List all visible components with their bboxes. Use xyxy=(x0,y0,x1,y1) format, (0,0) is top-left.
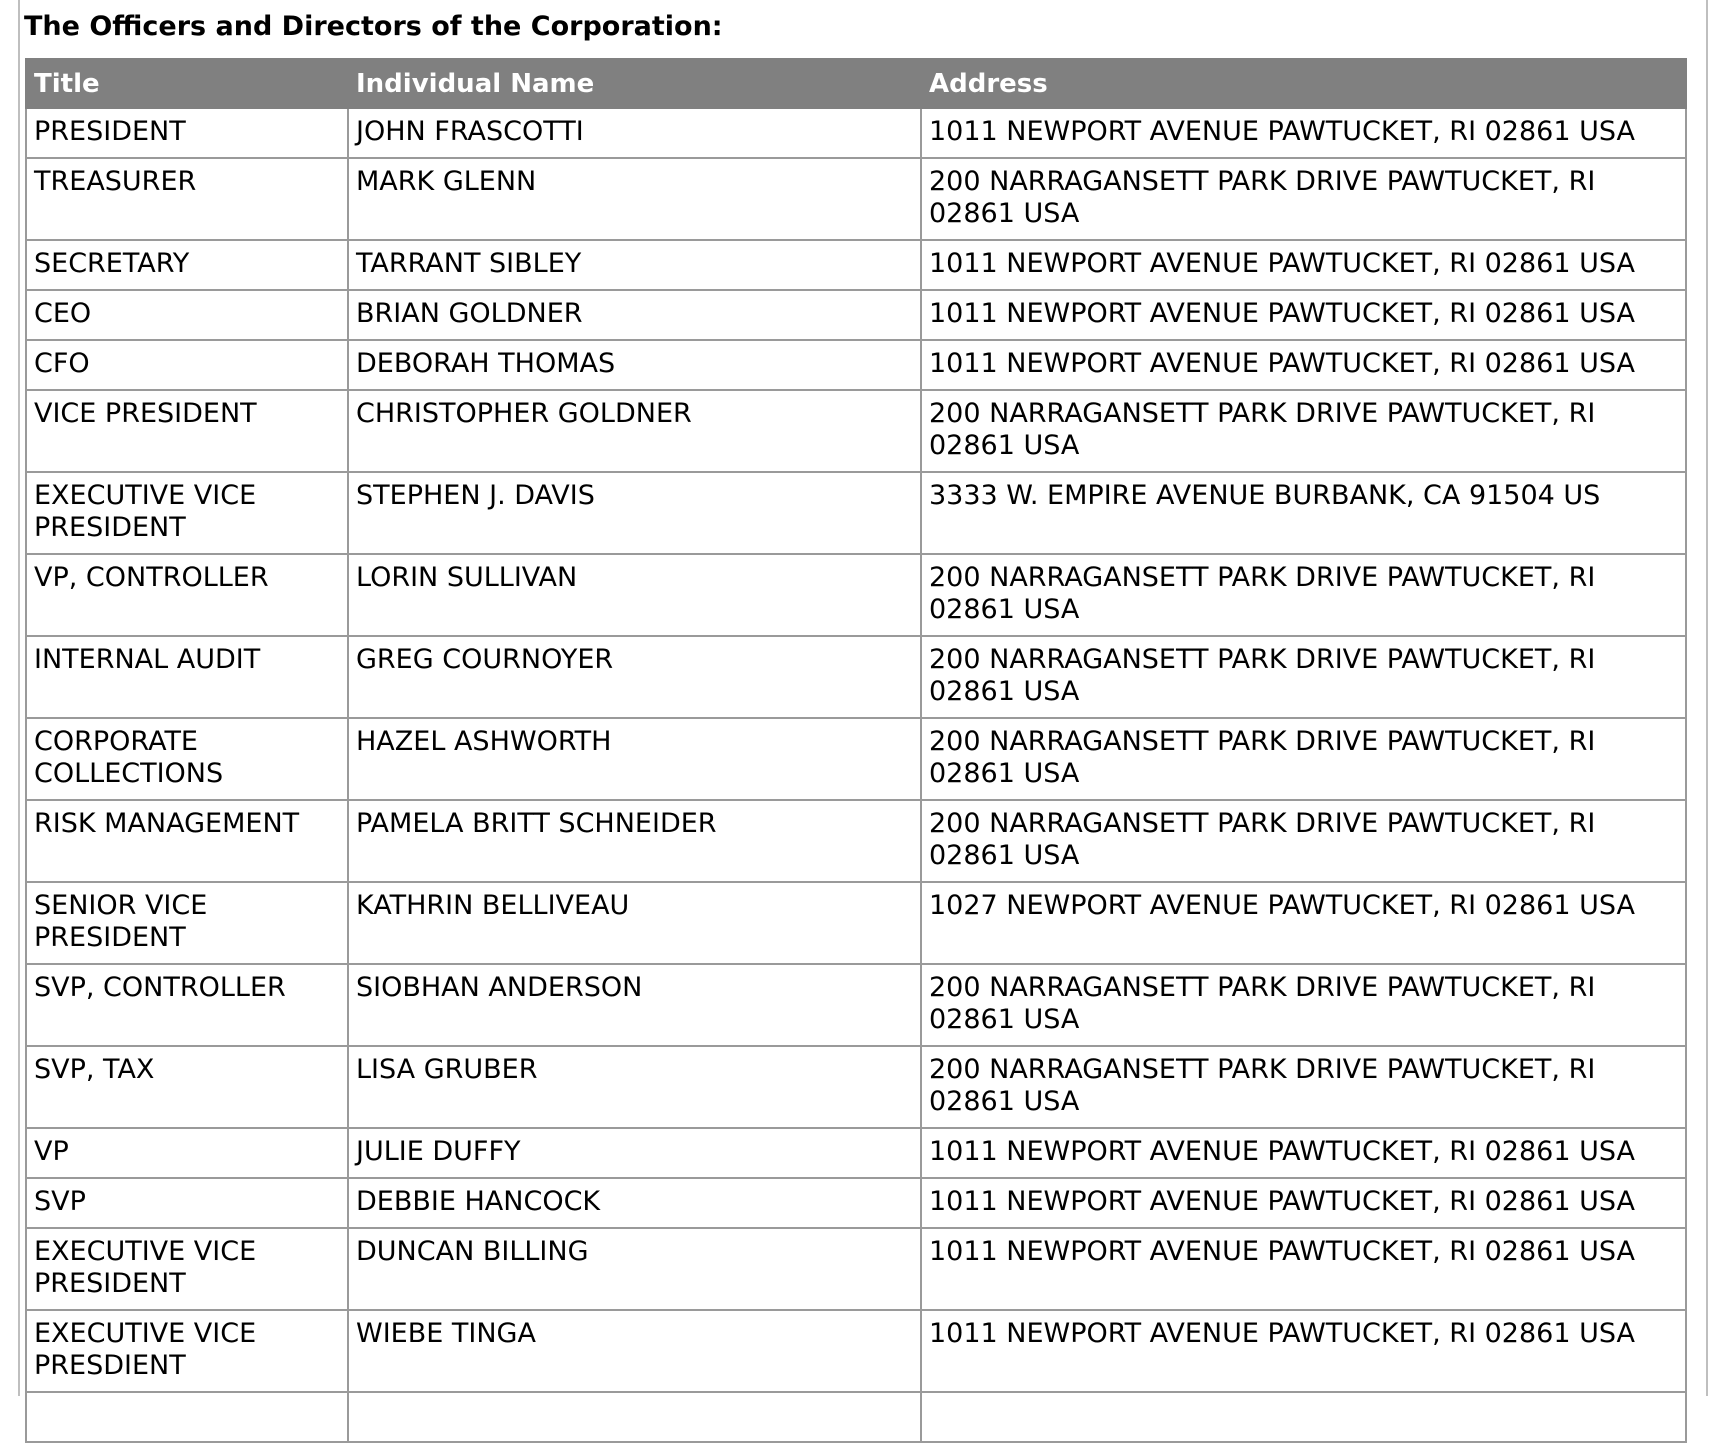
cell-name: DUNCAN BILLING xyxy=(348,1228,921,1310)
table-row xyxy=(26,108,1686,158)
table-row xyxy=(26,1310,1686,1392)
cell-name: HAZEL ASHWORTH xyxy=(348,718,921,800)
table-row xyxy=(26,1392,1686,1442)
cell-address: 3333 W. EMPIRE AVENUE BURBANK, CA 91504 US xyxy=(921,472,1686,554)
cell-address: 1011 NEWPORT AVENUE PAWTUCKET, RI 02861 USA xyxy=(921,108,1686,158)
cell-name xyxy=(348,1392,921,1442)
column-header-title: Title xyxy=(26,59,348,108)
cell-name: DEBBIE HANCOCK xyxy=(348,1178,921,1228)
cell-address: 1011 NEWPORT AVENUE PAWTUCKET, RI 02861 USA xyxy=(921,340,1686,390)
cell-name: PAMELA BRITT SCHNEIDER xyxy=(348,800,921,882)
cell-title: SVP, TAX xyxy=(26,1046,348,1128)
cell-name: KATHRIN BELLIVEAU xyxy=(348,882,921,964)
cell-title: SVP, CONTROLLER xyxy=(26,964,348,1046)
cell-name: DEBORAH THOMAS xyxy=(348,340,921,390)
cell-name: MARK GLENN xyxy=(348,158,921,240)
cell-name: SIOBHAN ANDERSON xyxy=(348,964,921,1046)
column-header-address: Address xyxy=(921,59,1686,108)
cell-title: SECRETARY xyxy=(26,240,348,290)
column-header-name: Individual Name xyxy=(348,59,921,108)
table-row xyxy=(26,964,1686,1046)
cell-address: 1011 NEWPORT AVENUE PAWTUCKET, RI 02861 USA xyxy=(921,240,1686,290)
cell-title: CFO xyxy=(26,340,348,390)
cell-title: VP xyxy=(26,1128,348,1178)
cell-address: 200 NARRAGANSETT PARK DRIVE PAWTUCKET, RI 02861 USA xyxy=(921,636,1686,718)
table-row xyxy=(26,636,1686,718)
cell-title: TREASURER xyxy=(26,158,348,240)
cell-address: 200 NARRAGANSETT PARK DRIVE PAWTUCKET, RI 02861 USA xyxy=(921,158,1686,240)
cell-title: EXECUTIVE VICE PRESDIENT xyxy=(26,1310,348,1392)
cell-title: EXECUTIVE VICE PRESIDENT xyxy=(26,472,348,554)
cell-address xyxy=(921,1392,1686,1442)
cell-name: TARRANT SIBLEY xyxy=(348,240,921,290)
cell-name: JULIE DUFFY xyxy=(348,1128,921,1178)
cell-address: 1011 NEWPORT AVENUE PAWTUCKET, RI 02861 USA xyxy=(921,1310,1686,1392)
table-row xyxy=(26,390,1686,472)
cell-title: VP, CONTROLLER xyxy=(26,554,348,636)
cell-title: INTERNAL AUDIT xyxy=(26,636,348,718)
cell-address: 1027 NEWPORT AVENUE PAWTUCKET, RI 02861 USA xyxy=(921,882,1686,964)
cell-title: EXECUTIVE VICE PRESIDENT xyxy=(26,1228,348,1310)
cell-name: BRIAN GOLDNER xyxy=(348,290,921,340)
officers-table xyxy=(25,58,1687,1443)
table-row xyxy=(26,340,1686,390)
cell-address: 1011 NEWPORT AVENUE PAWTUCKET, RI 02861 USA xyxy=(921,290,1686,340)
table-row xyxy=(26,554,1686,636)
cell-title: PRESIDENT xyxy=(26,108,348,158)
table-header-row xyxy=(26,59,1686,108)
cell-address: 200 NARRAGANSETT PARK DRIVE PAWTUCKET, RI 02861 USA xyxy=(921,964,1686,1046)
cell-title: VICE PRESIDENT xyxy=(26,390,348,472)
table-row xyxy=(26,290,1686,340)
table-row xyxy=(26,1228,1686,1310)
table-row xyxy=(26,472,1686,554)
cell-name: JOHN FRASCOTTI xyxy=(348,108,921,158)
table-row xyxy=(26,800,1686,882)
table-row xyxy=(26,1128,1686,1178)
cell-name: CHRISTOPHER GOLDNER xyxy=(348,390,921,472)
cell-title: CEO xyxy=(26,290,348,340)
cell-address: 200 NARRAGANSETT PARK DRIVE PAWTUCKET, RI 02861 USA xyxy=(921,800,1686,882)
table-row xyxy=(26,240,1686,290)
cell-name: WIEBE TINGA xyxy=(348,1310,921,1392)
cell-title: SVP xyxy=(26,1178,348,1228)
cell-address: 1011 NEWPORT AVENUE PAWTUCKET, RI 02861 USA xyxy=(921,1178,1686,1228)
cell-address: 200 NARRAGANSETT PARK DRIVE PAWTUCKET, RI 02861 USA xyxy=(921,390,1686,472)
cell-title: SENIOR VICE PRESIDENT xyxy=(26,882,348,964)
cell-address: 1011 NEWPORT AVENUE PAWTUCKET, RI 02861 USA xyxy=(921,1128,1686,1178)
page-title: The Officers and Directors of the Corporation: xyxy=(24,11,723,42)
cell-title: RISK MANAGEMENT xyxy=(26,800,348,882)
table-row xyxy=(26,882,1686,964)
cell-address: 200 NARRAGANSETT PARK DRIVE PAWTUCKET, RI 02861 USA xyxy=(921,1046,1686,1128)
cell-name: GREG COURNOYER xyxy=(348,636,921,718)
cell-name: LISA GRUBER xyxy=(348,1046,921,1128)
cell-title xyxy=(26,1392,348,1442)
cell-title: CORPORATE COLLECTIONS xyxy=(26,718,348,800)
cell-address: 1011 NEWPORT AVENUE PAWTUCKET, RI 02861 USA xyxy=(921,1228,1686,1310)
cell-name: LORIN SULLIVAN xyxy=(348,554,921,636)
table-row xyxy=(26,1046,1686,1128)
cell-address: 200 NARRAGANSETT PARK DRIVE PAWTUCKET, RI 02861 USA xyxy=(921,718,1686,800)
cell-name: STEPHEN J. DAVIS xyxy=(348,472,921,554)
table-row xyxy=(26,158,1686,240)
table-row xyxy=(26,1178,1686,1228)
table-row xyxy=(26,718,1686,800)
cell-address: 200 NARRAGANSETT PARK DRIVE PAWTUCKET, RI 02861 USA xyxy=(921,554,1686,636)
